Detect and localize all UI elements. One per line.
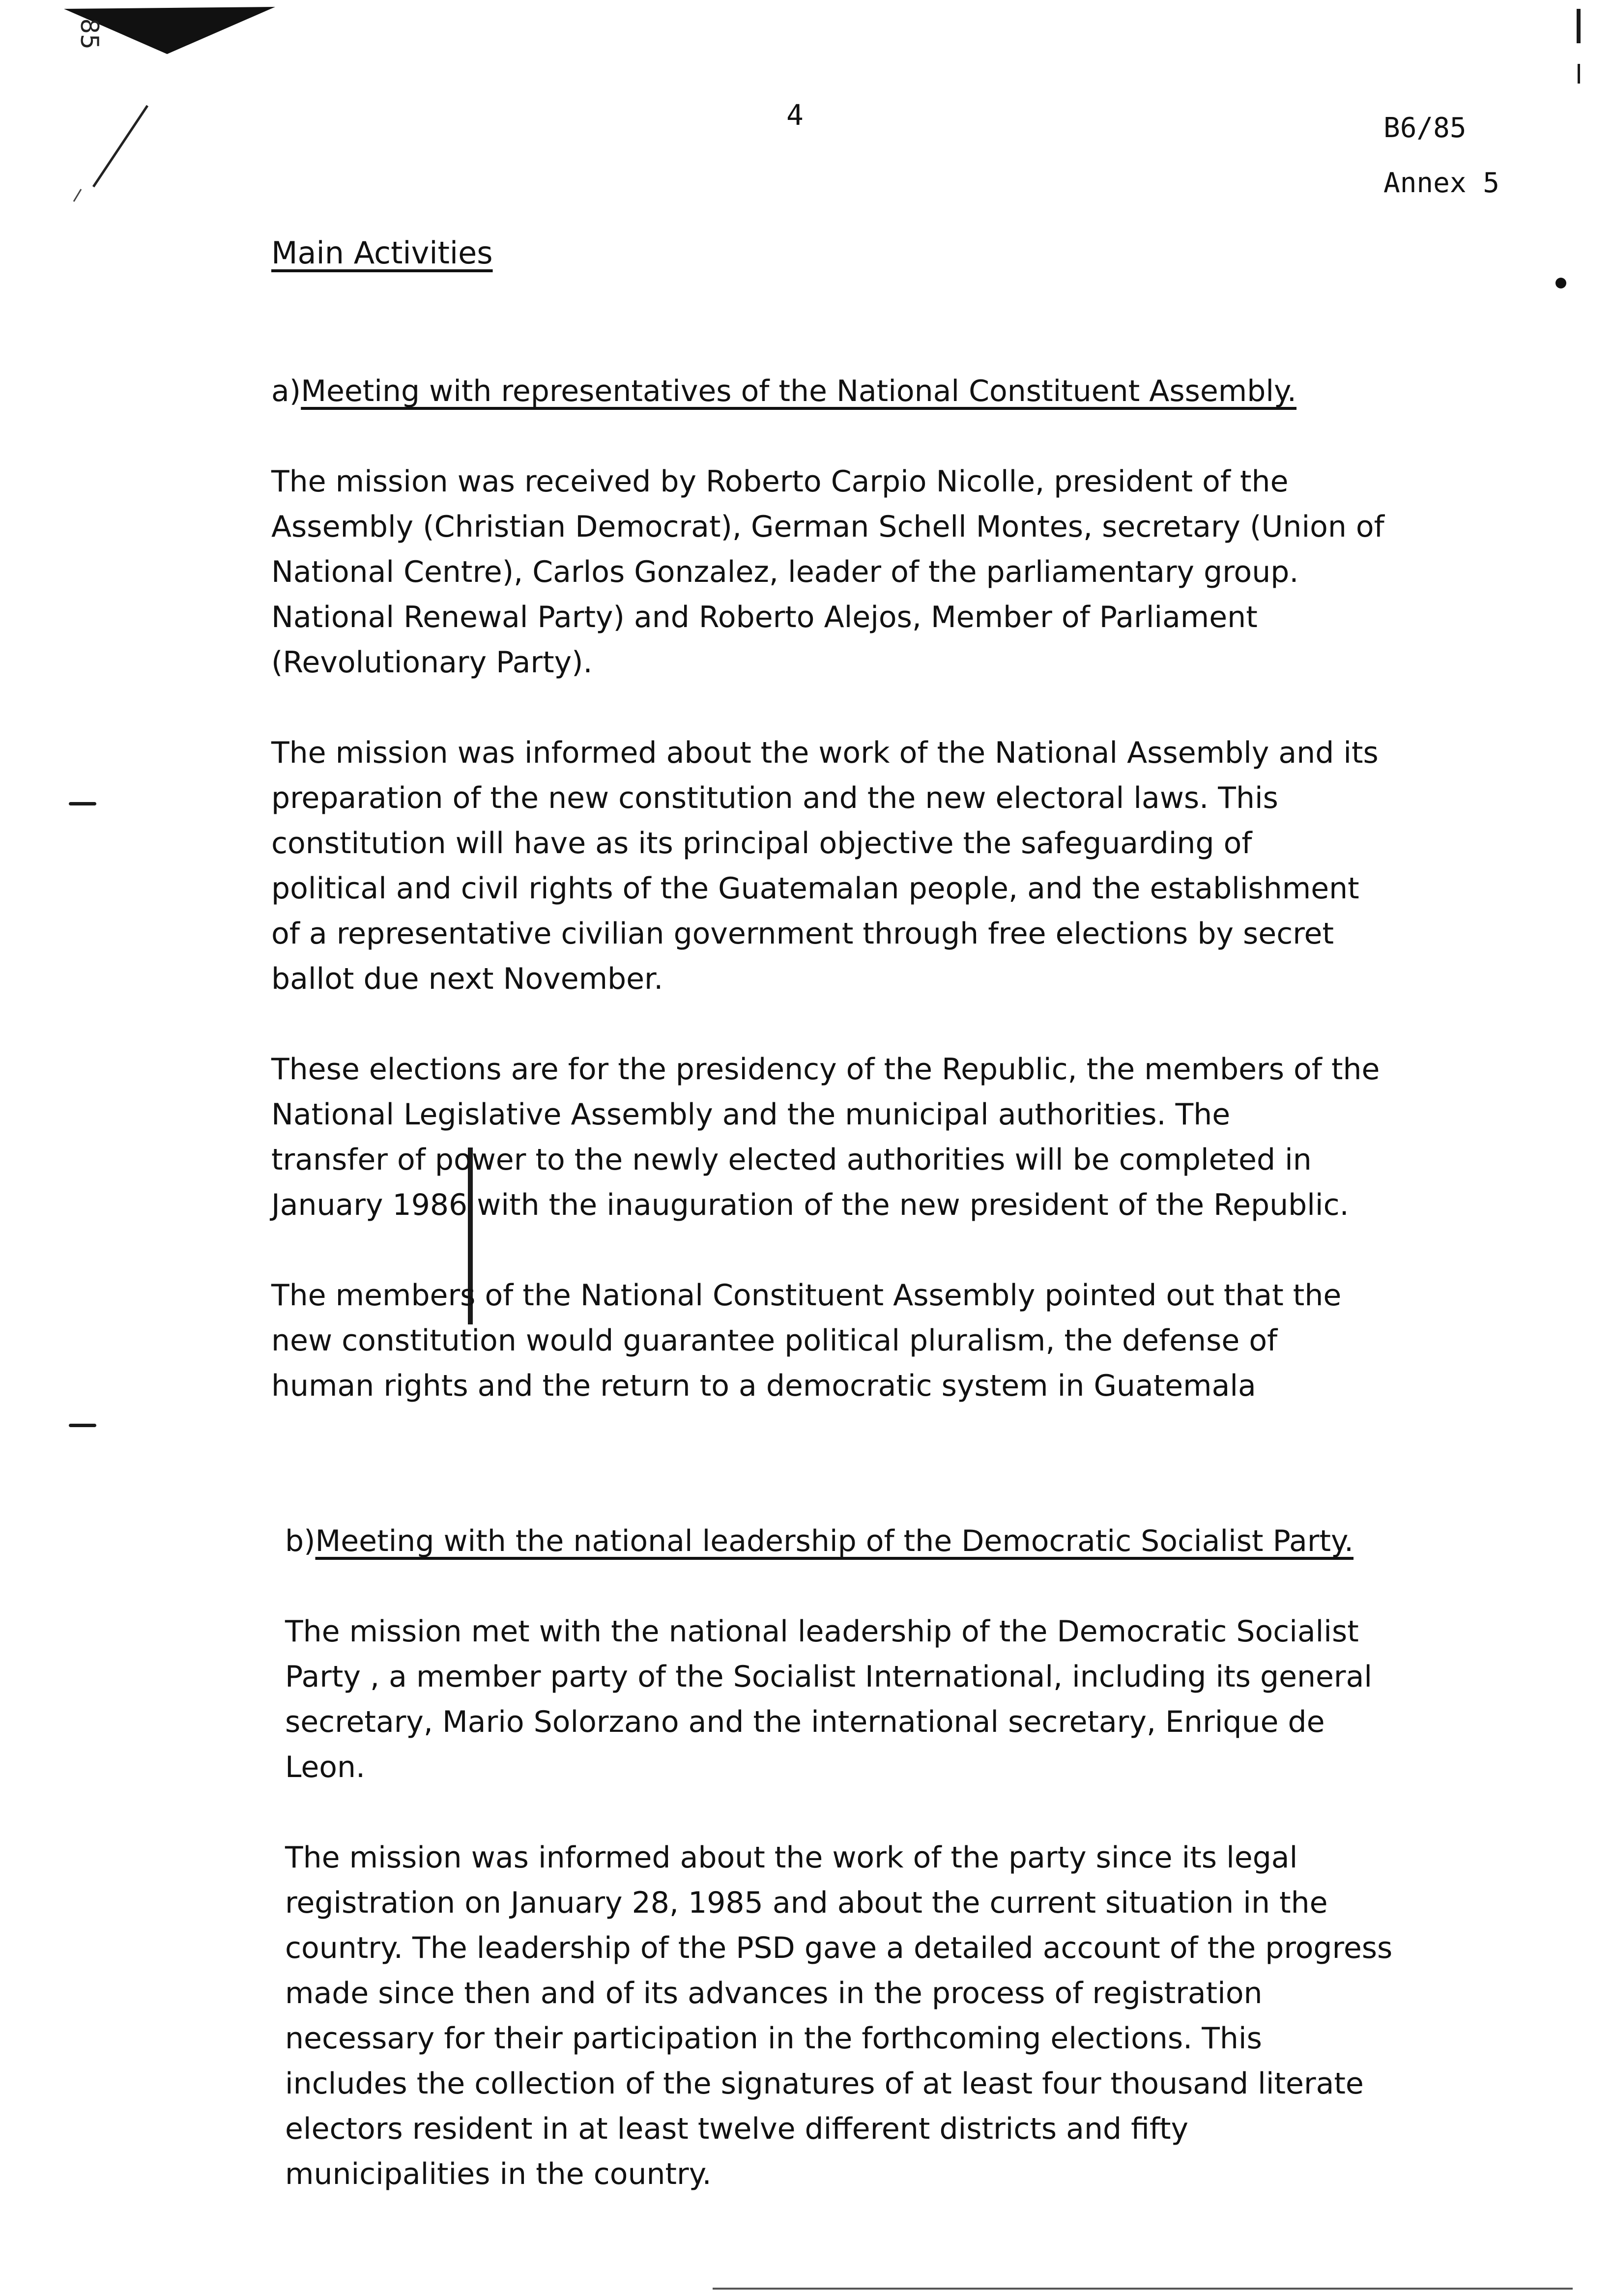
- section-a-prefix: a): [271, 374, 301, 408]
- scan-corner-mark-icon: [0, 0, 305, 226]
- section-b-prefix: b): [285, 1524, 316, 1558]
- document-reference: [1383, 101, 1499, 211]
- section-a-paragraph-4: The members of the National Constituent Assembly pointed out that the new constitution would guarantee political pluralism, the defense of human rights and the return to a democratic system in Guatemala: [271, 1278, 1342, 1403]
- section-a-paragraph-1: The mission was received by Roberto Carpio Nicolle, president of the Assembly (Christian Democrat), German Schell Montes, secretary (Union of National Centre), Carlos Gonzalez, leader of the parliamentary group. National Renewal Party) and Roberto Alejos, Member of Parliament (Revolutionary Party).: [271, 464, 1384, 680]
- section-a-paragraph-3: These elections are for the presidency of the Republic, the members of the National Legislative Assembly and the municipal authorities. The transfer of power to the newly elected authorities will be completed in January 1986 with the inauguration of the new president of the Republic.: [271, 1052, 1380, 1222]
- section-b-paragraph-1: The mission met with the national leadership of the Democratic Socialist Party , a member party of the Socialist International, including its general secretary, Mario Solorzano and the international secretary, Enrique de Leon.: [285, 1614, 1373, 1784]
- section-a-title-text: Meeting with representatives of the National Constituent Assembly.: [301, 374, 1297, 408]
- corner-stamp: 85: [75, 18, 104, 50]
- section-a-title: [271, 369, 1451, 414]
- bottom-scan-line: [713, 2288, 1573, 2290]
- section-b: [285, 1519, 1465, 2242]
- section-a: [271, 369, 1451, 1454]
- section-b-paragraph-2: The mission was informed about the work of the party since its legal registration on January 28, 1985 and about the current situation in the country. The leadership of the PSD gave a detailed account of the progress made since then and of its advances in the process of registration necessary for their participation in the forthcoming elections. This includes the collection of the signatures of at least four thousand literate electors resident in at least twelve different districts and fifty municipalities in the country.: [285, 1840, 1393, 2191]
- section-a-paragraph-2: The mission was informed about the work of the National Assembly and its preparation of the new constitution and the new electoral laws. This constitution will have as its principal objective the safeguarding of political and civil rights of the Guatemalan people, and the establishment of a representative civilian government through free elections by secret ballot due next November.: [271, 736, 1379, 996]
- margin-tick-mark: [1578, 64, 1580, 84]
- page-heading: Main Activities: [271, 235, 493, 271]
- margin-stroke-mark: [69, 1424, 96, 1427]
- annex-label: Annex 5: [1383, 167, 1500, 199]
- margin-tick-mark: [1577, 9, 1581, 43]
- margin-dot: [1555, 278, 1566, 288]
- reference-code: B6/85: [1383, 112, 1467, 144]
- page-number: 4: [786, 98, 804, 132]
- margin-stroke-mark: [69, 802, 96, 805]
- section-b-title-text: Meeting with the national leadership of the Democratic Socialist Party.: [315, 1524, 1354, 1558]
- section-b-title: [285, 1519, 1465, 1564]
